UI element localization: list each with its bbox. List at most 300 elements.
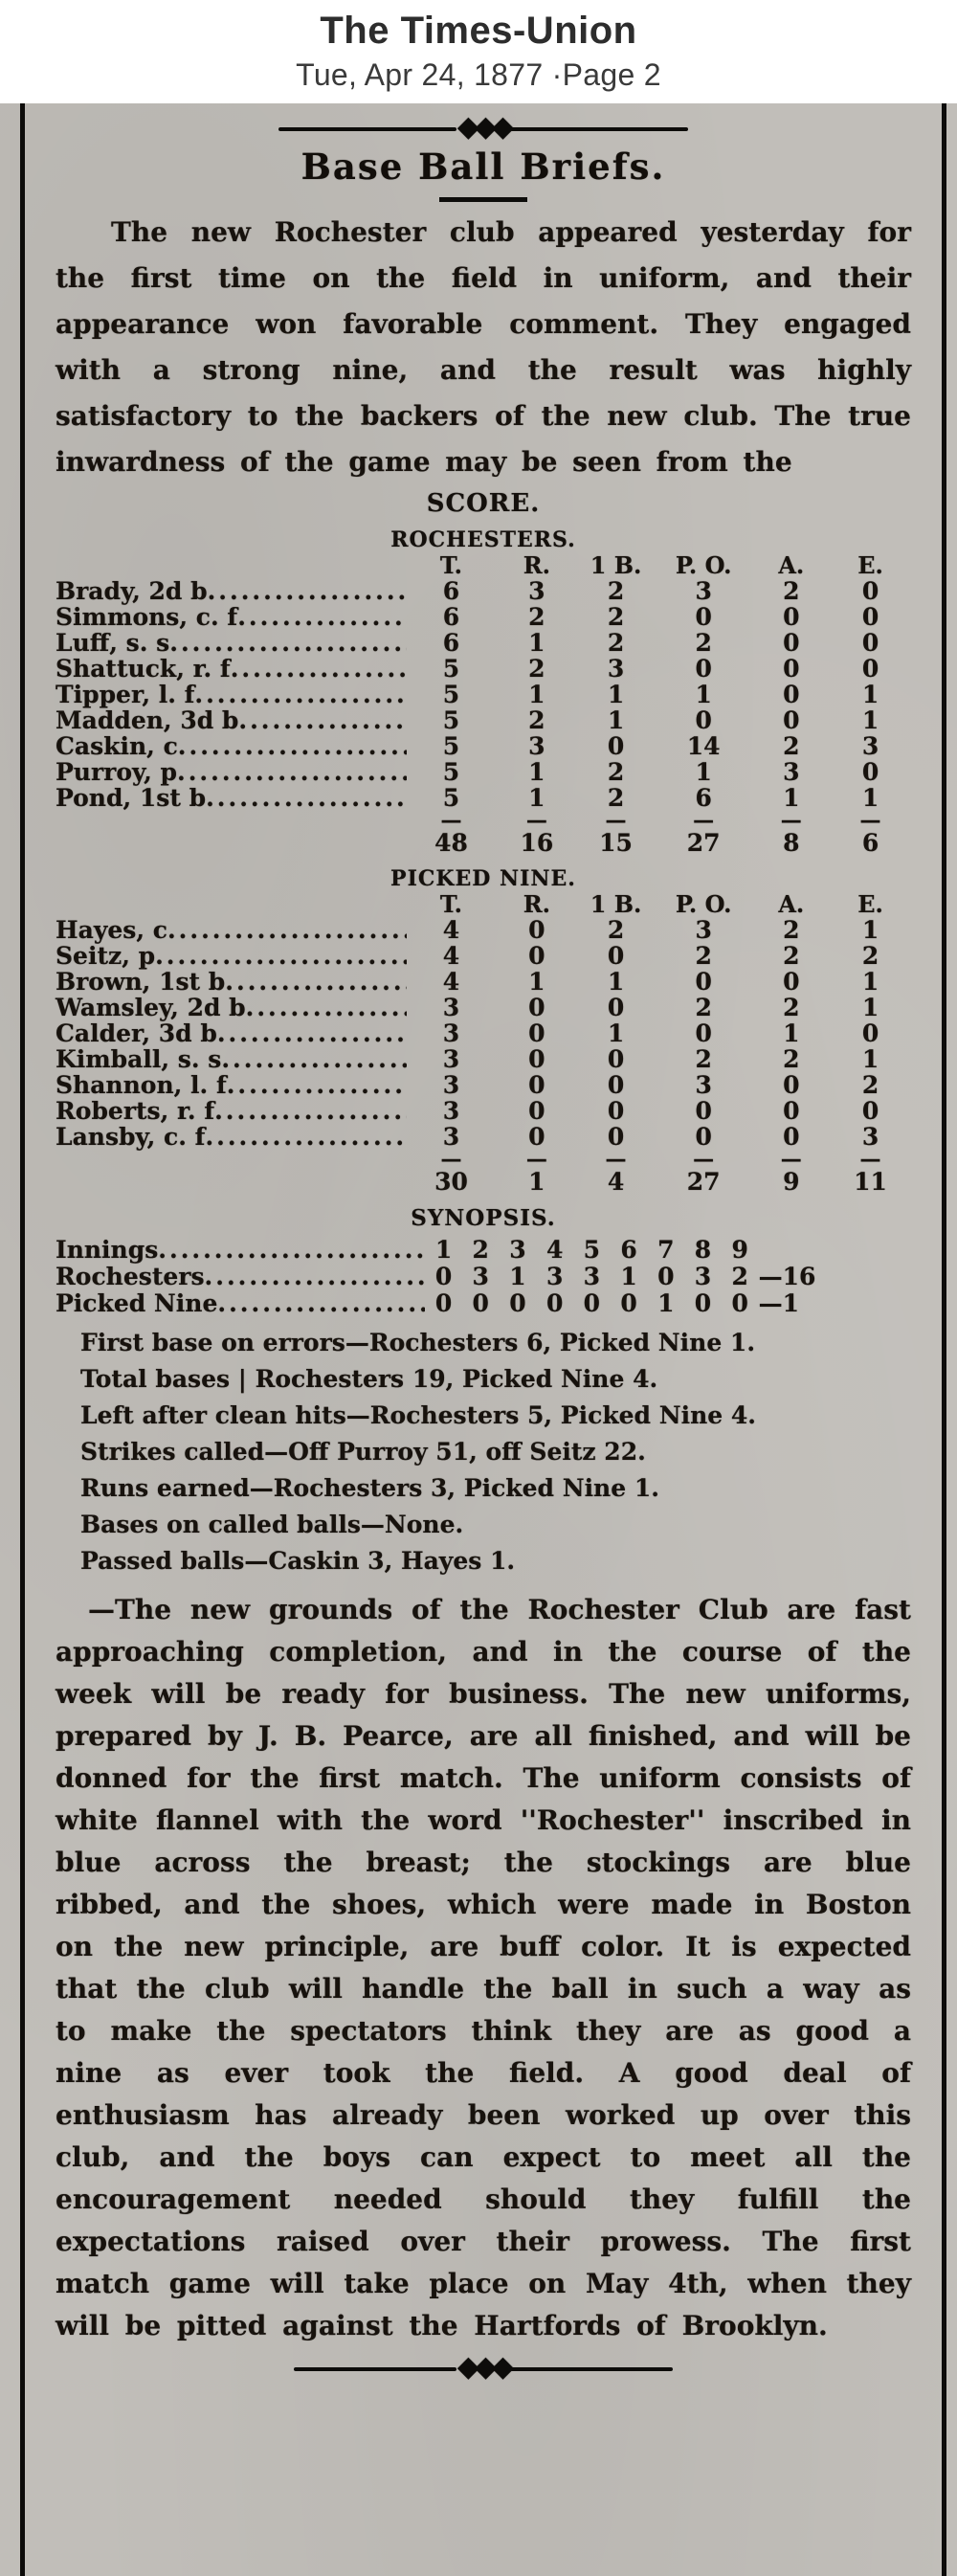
total-cell: 15	[599, 829, 633, 857]
dot-leader	[231, 656, 407, 682]
article-column	[56, 103, 911, 2384]
synopsis-line: Left after clean hits—Rochesters 5, Picked Nine 4.	[80, 1401, 756, 1429]
table-row	[56, 1124, 911, 1150]
box-scores	[56, 527, 911, 1196]
stat-cell: 0	[528, 916, 545, 944]
player-name: Shattuck, r. f	[56, 655, 231, 683]
stat-cell: 2	[695, 994, 712, 1021]
stat-cell: 0	[783, 706, 800, 734]
stat-cell: 2	[783, 994, 800, 1021]
intro-paragraph: The new Rochester club appeared yesterday for the first time on the field in uniform, and their appearance won favorable comment. They engaged with a strong nine, and the result was highly satisfactory to the backers of the new club. The true inwardness of the game may be seen from the	[56, 216, 911, 478]
synopsis-heading: SYNOPSIS.	[411, 1205, 556, 1231]
total-cell: 16	[520, 829, 554, 857]
total-cell: 27	[686, 829, 721, 857]
innings-total	[759, 1237, 826, 1264]
stat-cell: 3	[528, 732, 545, 760]
stat-cell: 6	[442, 603, 460, 631]
synopsis-line: Bases on called balls—None.	[80, 1511, 464, 1538]
dot-leader	[167, 917, 407, 943]
stat-cell: 0	[783, 1097, 800, 1125]
stat-cell: 3	[861, 1123, 879, 1151]
total-cell: 1	[528, 1168, 545, 1196]
stat-cell: 3	[695, 577, 712, 605]
article-headline: Base Ball Briefs.	[300, 146, 666, 188]
stat-cell: 0	[861, 603, 879, 631]
stat-cell: 3	[442, 1123, 460, 1151]
table-row	[56, 1046, 911, 1072]
newspaper-title: The Times-Union	[320, 10, 637, 52]
stat-cell: 0	[783, 968, 800, 996]
inning-value: 3	[545, 1263, 564, 1290]
totals-rule: —	[780, 1147, 802, 1172]
inning-value: 1	[434, 1236, 453, 1264]
innings-row	[56, 1237, 826, 1264]
table-row	[56, 604, 911, 630]
inning-value: 0	[583, 1289, 601, 1317]
stat-cell: 2	[607, 784, 625, 812]
stat-cell: 0	[695, 968, 712, 996]
stat-cell: 1	[861, 994, 879, 1021]
date-page-line: Tue, Apr 24, 1877 ·Page 2	[296, 57, 661, 92]
dot-leader-row	[56, 995, 407, 1020]
stat-cell: 2	[861, 942, 879, 970]
dot-leader-row	[56, 578, 407, 604]
column-header: E.	[857, 551, 883, 579]
stat-cell: 5	[442, 784, 460, 812]
stat-cell: 1	[607, 706, 625, 734]
column-header: 1 B.	[590, 551, 642, 579]
dot-leader-row	[56, 707, 407, 733]
divider-bar	[510, 127, 688, 131]
dot-leader-row	[56, 1237, 425, 1264]
stat-cell: 1	[528, 968, 545, 996]
innings-row	[56, 1290, 826, 1317]
stat-cell: 2	[783, 916, 800, 944]
stat-cell: 0	[861, 758, 879, 786]
inning-value: 3	[583, 1263, 601, 1290]
totals-rule: —	[780, 808, 802, 833]
total-cell: 8	[783, 829, 800, 857]
dot-leader	[237, 604, 406, 630]
dot-leader-row	[56, 733, 407, 759]
total-cell: 11	[854, 1168, 887, 1196]
player-name: Calder, 3d b	[56, 1019, 217, 1047]
dot-leader-row	[56, 1020, 407, 1046]
table-row	[56, 1098, 911, 1124]
inning-value: 0	[620, 1289, 637, 1317]
player-name: Pond, 1st b	[56, 784, 207, 812]
divider-bar	[510, 2367, 673, 2371]
stat-cell: 3	[861, 732, 879, 760]
inning-value: 1	[509, 1263, 526, 1290]
totals-rule-row	[56, 811, 911, 830]
player-name: Roberts, r. f	[56, 1097, 215, 1125]
stat-cell: 3	[695, 1071, 712, 1099]
totals-rule: —	[859, 808, 881, 833]
ornament-divider-top	[56, 110, 911, 144]
dot-leader	[225, 969, 406, 995]
dot-leader-row	[56, 630, 407, 656]
column-header-row	[56, 891, 911, 917]
stat-cell: 0	[695, 1097, 712, 1125]
stat-cell: 0	[861, 629, 879, 657]
table-row	[56, 995, 911, 1020]
column-header-row	[56, 552, 911, 578]
stat-cell: 5	[442, 681, 460, 708]
stat-cell: 0	[861, 655, 879, 683]
column-header: T.	[439, 551, 463, 579]
stat-cell: 1	[861, 681, 879, 708]
totals-rule: —	[693, 1147, 715, 1172]
stat-cell: 6	[442, 629, 460, 657]
stat-cell: 0	[695, 1019, 712, 1047]
inning-value: 0	[545, 1289, 564, 1317]
stat-cell: 0	[783, 655, 800, 683]
dot-leader	[238, 707, 406, 733]
dot-leader	[169, 630, 406, 656]
stat-cell: 6	[695, 784, 712, 812]
innings-total: —1	[758, 1289, 799, 1317]
stat-cell: 4	[442, 968, 460, 996]
stat-cell: 0	[607, 1045, 625, 1073]
stat-cell: 4	[442, 916, 460, 944]
stat-cell: 0	[783, 629, 800, 657]
innings-total: —16	[758, 1263, 816, 1290]
stat-cell: 0	[695, 655, 712, 683]
player-name: Shannon, l. f	[56, 1071, 227, 1099]
inning-value: 6	[620, 1236, 637, 1264]
player-name: Brady, 2d b	[56, 577, 208, 605]
column-header: A.	[778, 890, 805, 918]
stat-cell: 3	[783, 758, 800, 786]
inning-value: 0	[657, 1263, 675, 1290]
stat-cell: 2	[783, 942, 800, 970]
column-header: E.	[857, 890, 883, 918]
stat-cell: 0	[695, 706, 712, 734]
table-row	[56, 785, 911, 811]
innings-summary	[56, 1237, 911, 1317]
box-score-table	[56, 891, 911, 1196]
score-heading: SCORE.	[426, 489, 541, 518]
stat-cell: 0	[783, 681, 800, 708]
dot-leader-row	[56, 1046, 407, 1072]
stat-cell: 2	[607, 603, 625, 631]
player-name: Caskin, c	[56, 732, 178, 760]
stat-cell: 3	[442, 994, 460, 1021]
table-row	[56, 1072, 911, 1098]
inning-value: 2	[731, 1263, 748, 1290]
player-name: Purroy, p	[56, 758, 178, 786]
stat-cell: 1	[528, 629, 545, 657]
stat-cell: 1	[695, 681, 712, 708]
stat-cell: 3	[442, 1097, 460, 1125]
table-row	[56, 630, 911, 656]
dot-leader-row	[56, 1290, 425, 1317]
column-rule-left	[20, 103, 25, 2576]
dot-leader-row	[56, 656, 407, 682]
stat-cell: 2	[695, 942, 712, 970]
inning-value: 2	[472, 1236, 489, 1264]
table-row	[56, 656, 911, 682]
inning-value: 5	[583, 1236, 601, 1264]
stat-cell: 2	[861, 1071, 879, 1099]
stat-cell: 0	[695, 603, 712, 631]
table-row	[56, 733, 911, 759]
stat-cell: 0	[607, 1097, 625, 1125]
player-name: Seitz, p	[56, 942, 156, 970]
stat-cell: 1	[861, 706, 879, 734]
ornament-divider-bottom	[56, 2350, 911, 2384]
total-cell: 48	[434, 829, 468, 857]
stat-cell: 2	[528, 706, 545, 734]
table-row	[56, 578, 911, 604]
innings-label: Innings	[56, 1236, 159, 1264]
dot-leader	[178, 733, 407, 759]
inning-value: 3	[509, 1236, 526, 1264]
diamond-ornament-icon: ◆◆◆	[456, 110, 510, 144]
player-name: Hayes, c	[56, 916, 167, 944]
dot-leader	[214, 1098, 406, 1124]
inning-value: 0	[694, 1289, 712, 1317]
dot-leader	[221, 1046, 406, 1072]
dot-leader	[208, 578, 407, 604]
table-row	[56, 969, 911, 995]
stat-cell: 0	[528, 1045, 545, 1073]
stat-cell: 1	[783, 784, 800, 812]
stat-cell: 2	[607, 758, 625, 786]
column-header: R.	[523, 551, 551, 579]
column-header: T.	[439, 890, 463, 918]
total-cell: 4	[607, 1168, 625, 1196]
stat-cell: 2	[528, 655, 545, 683]
dot-leader	[158, 1237, 425, 1264]
innings-label: Picked Nine	[56, 1289, 218, 1317]
stat-cell: 2	[783, 577, 800, 605]
dot-leader	[246, 995, 407, 1020]
player-name: Tipper, l. f	[56, 681, 195, 708]
stat-cell: 0	[528, 1123, 545, 1151]
team-heading: ROCHESTERS.	[390, 527, 576, 552]
inning-value: 0	[434, 1289, 453, 1317]
dot-leader	[205, 1124, 406, 1150]
dot-leader	[227, 1072, 407, 1098]
synopsis-line: Runs earned—Rochesters 3, Picked Nine 1.	[80, 1474, 659, 1502]
box-score-table	[56, 552, 911, 857]
stat-cell: 5	[442, 758, 460, 786]
stat-cell: 3	[695, 916, 712, 944]
inning-value: 1	[620, 1263, 637, 1290]
table-row	[56, 943, 911, 969]
totals-rule-row	[56, 1150, 911, 1169]
stat-cell: 5	[442, 655, 460, 683]
column-header: 1 B.	[590, 890, 642, 918]
dot-leader	[194, 682, 406, 707]
player-name: Brown, 1st b	[56, 968, 226, 996]
dot-leader	[155, 943, 406, 969]
totals-rule: —	[605, 1147, 627, 1172]
dot-leader-row	[56, 1124, 407, 1150]
stat-cell: 0	[607, 942, 625, 970]
totals-rule: —	[440, 1147, 462, 1172]
stat-cell: 1	[861, 1045, 879, 1073]
stat-cell: 1	[783, 1019, 800, 1047]
stat-cell: 2	[528, 603, 545, 631]
stat-cell: 1	[528, 784, 545, 812]
column-header: P. O.	[675, 890, 732, 918]
dot-leader	[205, 1264, 426, 1290]
synopsis-line: Passed balls—Caskin 3, Hayes 1.	[80, 1547, 516, 1575]
box-score-header	[56, 552, 911, 578]
dot-leader	[217, 1290, 425, 1317]
inning-value: 0	[509, 1289, 526, 1317]
stat-cell: 1	[695, 758, 712, 786]
stat-cell: 0	[861, 577, 879, 605]
stat-cell: 1	[861, 968, 879, 996]
totals-rule: —	[859, 1147, 881, 1172]
stat-cell: 1	[607, 1019, 625, 1047]
stat-cell: 5	[442, 706, 460, 734]
stat-cell: 0	[783, 1071, 800, 1099]
synopsis-line: Strikes called—Off Purroy 51, off Seitz 22.	[80, 1438, 646, 1466]
synopsis-line: Total bases | Rochesters 19, Picked Nine 4.	[80, 1365, 658, 1393]
stat-cell: 0	[528, 994, 545, 1021]
stat-cell: 0	[695, 1123, 712, 1151]
stat-cell: 3	[442, 1019, 460, 1047]
dot-leader-row	[56, 917, 407, 943]
innings-label: Rochesters	[56, 1263, 205, 1290]
dot-leader	[206, 785, 406, 811]
stat-cell: 0	[861, 1097, 879, 1125]
diamond-ornament-icon: ◆◆◆	[456, 2350, 510, 2384]
player-name: Kimball, s. s	[56, 1045, 222, 1073]
inning-value: 0	[472, 1289, 489, 1317]
stat-cell: 2	[783, 732, 800, 760]
stat-cell: 3	[442, 1071, 460, 1099]
synopsis-line: First base on errors—Rochesters 6, Picked Nine 1.	[80, 1329, 756, 1356]
dot-leader	[177, 759, 407, 785]
stat-cell: 6	[442, 577, 460, 605]
totals-rule: —	[525, 1147, 547, 1172]
totals-rule: —	[693, 808, 715, 833]
innings-row	[56, 1264, 826, 1290]
inning-value: 3	[472, 1263, 489, 1290]
stat-cell: 1	[607, 968, 625, 996]
box-score-header	[56, 891, 911, 917]
stat-cell: 1	[861, 784, 879, 812]
stat-cell: 1	[607, 681, 625, 708]
divider-bar	[278, 127, 456, 131]
stat-cell: 4	[442, 942, 460, 970]
stat-cell: 1	[528, 758, 545, 786]
inning-value: 4	[545, 1236, 564, 1264]
dot-leader-row	[56, 682, 407, 707]
dot-leader-row	[56, 759, 407, 785]
clipping-masthead	[0, 0, 957, 103]
dot-leader-row	[56, 1264, 425, 1290]
stat-cell: 0	[607, 732, 625, 760]
stat-cell: 0	[607, 1123, 625, 1151]
stat-cell: 0	[861, 1019, 879, 1047]
player-name: Lansby, c. f	[56, 1123, 206, 1151]
total-cell: 30	[434, 1168, 468, 1196]
stat-cell: 2	[695, 1045, 712, 1073]
dot-leader-row	[56, 943, 407, 969]
inning-value: 1	[657, 1289, 675, 1317]
total-cell: 9	[783, 1168, 800, 1196]
synopsis-lines	[56, 1325, 911, 1579]
stat-cell: 0	[528, 1097, 545, 1125]
totals-row	[56, 830, 911, 857]
inning-value: 7	[657, 1236, 675, 1264]
stat-cell: 2	[695, 629, 712, 657]
newspaper-clipping	[0, 103, 957, 2576]
stat-cell: 0	[528, 1071, 545, 1099]
column-header: R.	[523, 890, 551, 918]
player-name: Madden, 3d b	[56, 706, 239, 734]
table-row	[56, 759, 911, 785]
dot-leader-row	[56, 1098, 407, 1124]
stat-cell: 1	[528, 681, 545, 708]
totals-row	[56, 1169, 911, 1196]
stat-cell: 0	[607, 1071, 625, 1099]
stat-cell: 0	[528, 1019, 545, 1047]
dot-leader-row	[56, 785, 407, 811]
table-row	[56, 682, 911, 707]
divider-bar	[294, 2367, 456, 2371]
stat-cell: 3	[442, 1045, 460, 1073]
inning-value: 3	[694, 1263, 712, 1290]
stat-cell: 3	[528, 577, 545, 605]
dot-leader-row	[56, 969, 407, 995]
dot-leader	[217, 1020, 407, 1046]
stat-cell: 1	[861, 916, 879, 944]
stat-cell: 2	[783, 1045, 800, 1073]
player-name: Wamsley, 2d b	[56, 994, 246, 1021]
inning-value: 0	[434, 1263, 453, 1290]
totals-rule: —	[605, 808, 627, 833]
headline-rule	[439, 197, 527, 202]
player-name: Simmons, c. f	[56, 603, 238, 631]
table-row	[56, 1020, 911, 1046]
table-row	[56, 917, 911, 943]
stat-cell: 3	[607, 655, 625, 683]
stat-cell: 2	[607, 916, 625, 944]
stat-cell: 0	[528, 942, 545, 970]
inning-value: 0	[731, 1289, 748, 1317]
stat-cell: 2	[607, 577, 625, 605]
inning-value: 9	[731, 1236, 748, 1264]
column-header: A.	[778, 551, 805, 579]
stat-cell: 0	[783, 603, 800, 631]
innings-table	[56, 1237, 826, 1317]
player-name: Luff, s. s	[56, 629, 170, 657]
column-header: P. O.	[675, 551, 732, 579]
totals-rule: —	[440, 808, 462, 833]
dot-leader-row	[56, 604, 407, 630]
total-cell: 27	[686, 1168, 721, 1196]
table-row	[56, 707, 911, 733]
totals-rule: —	[525, 808, 547, 833]
dot-leader-row	[56, 1072, 407, 1098]
inning-value: 8	[694, 1236, 712, 1264]
stat-cell: 0	[607, 994, 625, 1021]
news-paragraph: —The new grounds of the Rochester Club are fast approaching completion, and in the course of the week will be ready for business. The new uniforms, prepared by J. B. Pearce, are all finished, and will be donned for the first match. The uniform consists of white flannel with the word ''Rochester'' inscribed in blue across the breast; the stockings are blue ribbed, and the shoes, which were made in Boston on the new principle, are buff color. It is expected that the club will handle the ball in such a way as to make the spectators think they are as good a nine as ever took the field. A good deal of enthusiasm has already been worked up over this club, and the boys can expect to meet all the encouragement needed should they fulfill the expectations raised over their prowess. The first match game will take place on May 4th, when they will be pitted against the Hartfords of Brooklyn.	[56, 1594, 911, 2341]
total-cell: 6	[861, 829, 879, 857]
stat-cell: 0	[783, 1123, 800, 1151]
stat-cell: 5	[442, 732, 460, 760]
stat-cell: 2	[607, 629, 625, 657]
column-rule-right	[942, 103, 946, 2576]
